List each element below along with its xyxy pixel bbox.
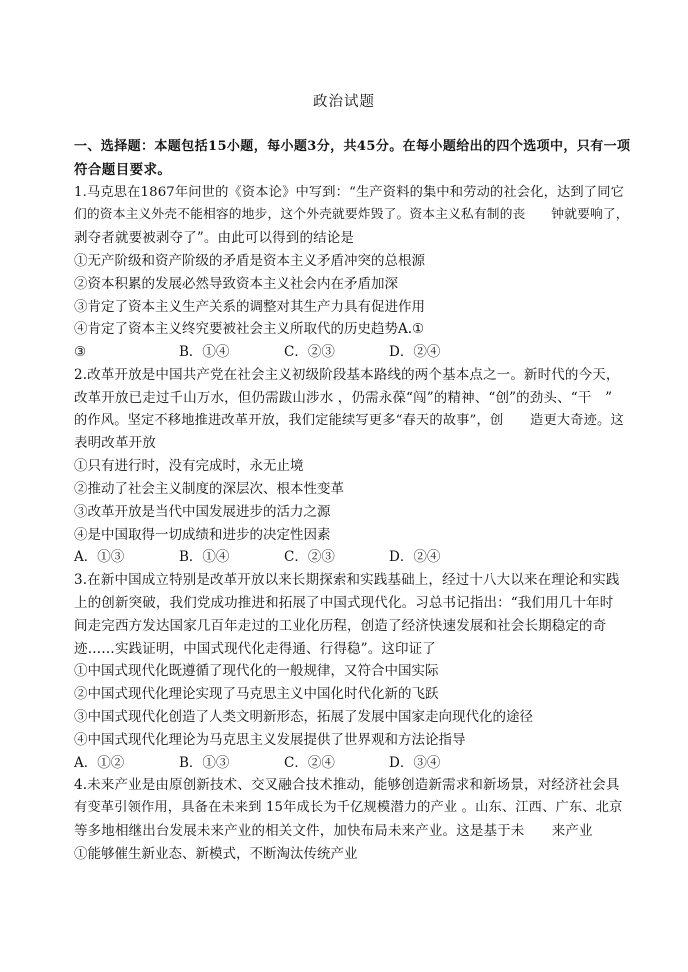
statement-item: ①只有进行时，没有完成时，永无止境	[74, 458, 304, 475]
question-stem-line: 上的创新突破，我们党成功推进和拓展了中国式现代化。习总书记指出：“我们用几十年时	[74, 594, 614, 611]
option-d[interactable]: D．②④	[389, 344, 441, 361]
question-stem-line: 有变革引领作用，具备在未来到 15年成长为千亿规模潜力的产业 。山东、江西、广东、北京	[74, 800, 623, 816]
page-title: 政治试题	[313, 94, 375, 110]
option-c[interactable]: C．②③	[284, 344, 335, 361]
question-stem-line: 3.在新中国成立特别是改革开放以来长期探索和实践基础上，经过十八大以来在理论和实践	[74, 572, 620, 589]
option-b[interactable]: B．①④	[179, 344, 230, 361]
option-c[interactable]: C．②③	[284, 549, 335, 566]
statement-item: ①无产阶级和资产阶级的矛盾是资本主义矛盾冲突的总根源	[74, 252, 425, 269]
question-2	[74, 364, 630, 569]
question-stem-line: 的作风。坚定不移地推进改革开放，我们定能续写更多“春天的故事”，创 造更大奇迹。这	[74, 412, 624, 428]
statement-item: ①中国式现代化既遵循了现代化的一般规律，又符合中国实际	[74, 663, 439, 680]
exam-content	[74, 136, 630, 866]
section-heading-line: 一、选择题：本题包括15小题，每小题3分，共45分。在每小题给出的四个选项中，只有一项	[74, 139, 631, 154]
statement-item: ③肯定了资本主义生产关系的调整对其生产力具有促进作用	[74, 298, 425, 315]
statement-item: ②推动了社会主义制度的深层次、根本性变革	[74, 480, 344, 497]
statement-item: ④中国式现代化理论为马克思主义发展提供了世界观和方法论指导	[74, 731, 466, 748]
answer-options	[74, 752, 630, 775]
question-stem-line: 们的资本主义外壳不能相容的地步，这个外壳就要炸毁了。资本主义私有制的丧 钟就要响了，	[74, 207, 629, 223]
option-d[interactable]: D．②④	[389, 549, 441, 566]
section-heading-line: 符合题目要求。	[74, 161, 172, 178]
statement-item: ③改革开放是当代中国发展进步的活力之源	[74, 503, 331, 520]
answer-options	[74, 546, 630, 569]
question-stem-line: 4.未来产业是由原创新技术、交叉融合技术推动，能够创造新需求和新场景，对经济社会具	[74, 777, 620, 794]
statement-item: ③中国式现代化创造了人类文明新形态，拓展了发展中国家走向现代化的途径	[74, 708, 533, 725]
question-stem-line: 间走完西方发达国家几百年走过的工业化历程，创造了经济快速发展和社会长期稳定的奇	[74, 617, 607, 634]
question-stem-line: 1.马克思在1867年问世的《资本论》中写到：“生产资料的集中和劳动的社会化，达到了同它	[74, 184, 624, 200]
question-stem-line: 表明改革开放	[74, 435, 156, 452]
statement-item: ②资本积累的发展必然导致资本主义社会内在矛盾加深	[74, 275, 398, 292]
question-1	[74, 182, 630, 364]
option-b[interactable]: B．①④	[179, 549, 230, 566]
option-a[interactable]: A．①③	[74, 549, 125, 566]
question-stem-line: 剥夺者就要被剥夺了”。由此可以得到的结论是	[74, 230, 355, 247]
question-stem-line: 迹……实践证明，中国式现代化走得通、行得稳”。这印证了	[74, 640, 436, 657]
answer-options	[74, 341, 630, 364]
option-d[interactable]: D．③④	[389, 754, 441, 771]
question-4	[74, 774, 630, 865]
option-c[interactable]: C．②④	[284, 754, 335, 771]
option-b[interactable]: B．①③	[179, 754, 230, 771]
option-a[interactable]: ③	[74, 344, 87, 361]
question-stem-line: 2.改革开放是中国共产党在社会主义初级阶段基本路线的两个基本点之一。新时代的今天，	[74, 366, 620, 383]
question-stem-line: 等多地相继出台发展未来产业的相关文件，加快布局未来产业。这是基于未 来产业	[74, 822, 593, 839]
question-3	[74, 569, 630, 774]
statement-item: ④肯定了资本主义终究要被社会主义所取代的历史趋势A.①	[74, 321, 425, 338]
section-heading	[74, 136, 630, 182]
question-stem-line: 改革开放已走过千山万水，但仍需跋山涉水 ，仍需永葆“闯”的精神、“创”的劲头、“干 ”	[74, 389, 613, 406]
statement-item: ②中国式现代化理论实现了马克思主义中国化时代化新的飞跃	[74, 686, 439, 703]
option-a[interactable]: A．①②	[74, 754, 125, 771]
statement-item: ④是中国取得一切成绩和进步的决定性因素	[74, 526, 331, 543]
statement-item: ①能够催生新业态、新模式，不断淘汰传统产业	[74, 845, 358, 862]
